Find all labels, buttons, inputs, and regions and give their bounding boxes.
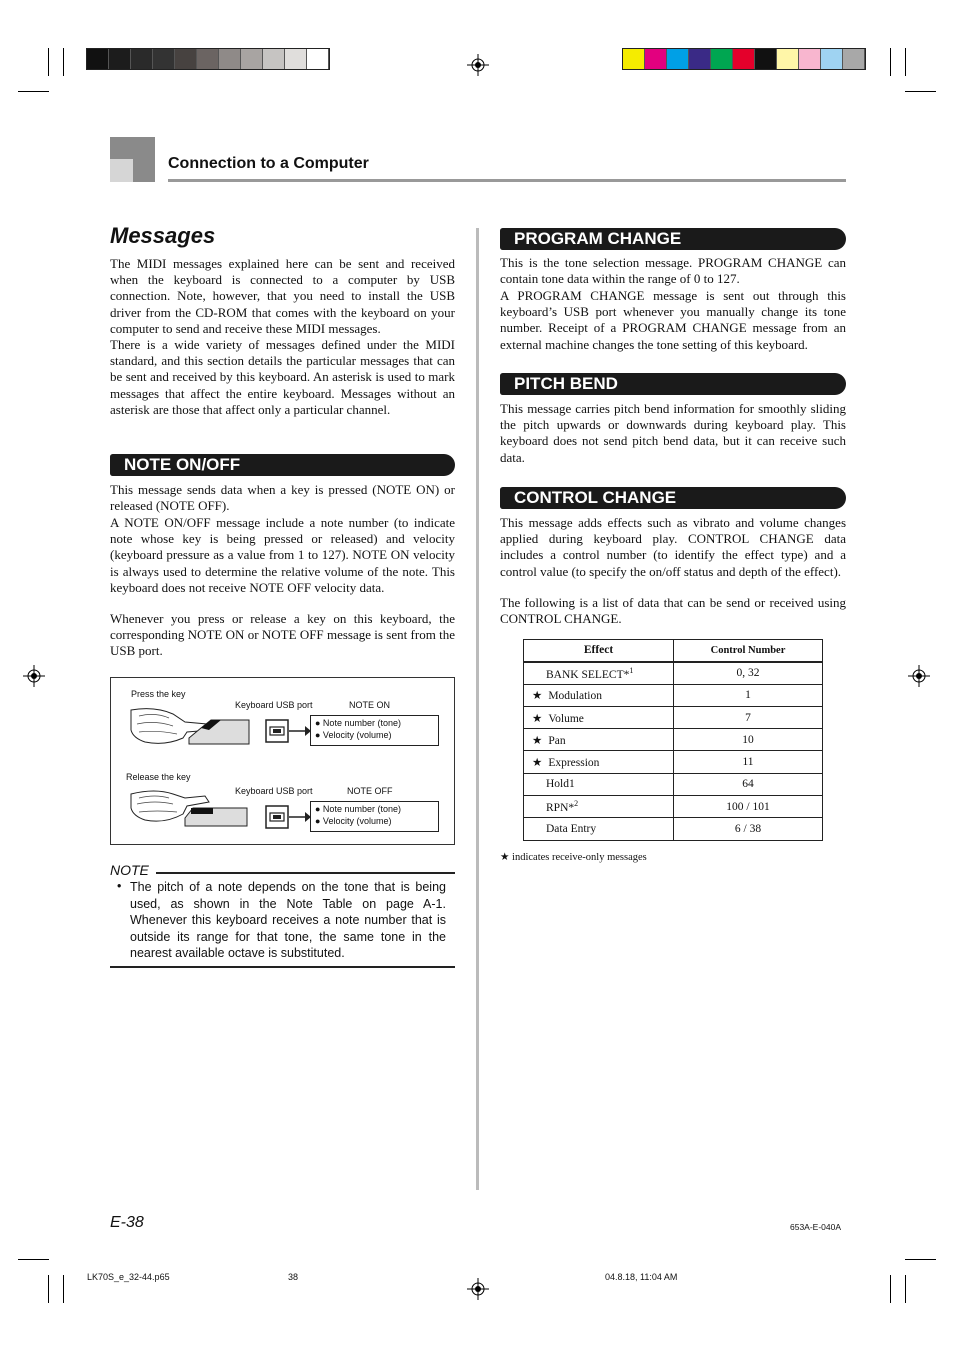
effect-cell: [524, 706, 674, 728]
footnote-marker: 2: [574, 799, 579, 809]
control-number-cell: 10: [674, 729, 823, 751]
release-key-label: Release the key: [126, 772, 191, 782]
intro-paragraph-2: There is a wide variety of messages defined under the MIDI standard, and this section details the particular messages that can be sent and received by this keyboard. An asterisk is used to mark messages that affect the entire keyboard. Messages without an asterisk are those that affect only a particular channel.: [110, 337, 455, 417]
note-onoff-paragraph-1: This message sends data when a key is pressed (NOTE ON) or released (NOTE OFF).: [110, 482, 455, 514]
color-swatch: [755, 49, 777, 69]
usb-port-icon: [265, 805, 289, 829]
column-divider: [476, 228, 479, 1190]
hand-pressing-key-icon: [125, 704, 251, 748]
color-swatch-bar: [622, 48, 866, 70]
control-number-cell: 100 / 101: [674, 796, 823, 818]
control-number-cell: 0, 32: [674, 662, 823, 684]
effect-cell: [524, 796, 674, 818]
color-swatch: [263, 49, 285, 69]
note-bullet: •: [117, 879, 122, 893]
registration-mark-icon: [908, 665, 930, 687]
note-on-item-note-number: ● Note number (tone): [315, 718, 401, 728]
effect-cell: [524, 729, 674, 751]
note-off-message-box: [310, 801, 439, 832]
table-row: [524, 684, 823, 706]
document-code: 653A-E-040A: [790, 1222, 842, 1232]
section-title: Connection to a Computer: [168, 155, 369, 172]
color-swatch: [667, 49, 689, 69]
color-swatch: [175, 49, 197, 69]
color-swatch: [197, 49, 219, 69]
footnote-marker: 1: [629, 665, 634, 675]
color-swatch: [131, 49, 153, 69]
note-onoff-heading: NOTE ON/OFF: [110, 454, 455, 476]
pitch-bend-heading: PITCH BEND: [500, 373, 846, 395]
color-swatch: [623, 49, 645, 69]
control-change-table: [523, 639, 823, 841]
effect-cell: [524, 684, 674, 706]
color-swatch: [711, 49, 733, 69]
program-change-paragraph-2: A PROGRAM CHANGE message is sent out through this keyboard’s USB port whenever you manually change its tone number. Receipt of a PROGRAM CHANGE message from an external machine changes the tone setting of this keyboard.: [500, 288, 846, 352]
registration-mark-icon: [467, 54, 489, 76]
note-off-label: NOTE OFF: [347, 786, 393, 796]
usb-port-label: Keyboard USB port: [235, 786, 313, 796]
color-swatch: [689, 49, 711, 69]
effect-label: Data Entry: [546, 823, 597, 836]
control-number-cell: 7: [674, 706, 823, 728]
color-swatch: [219, 49, 241, 69]
table-row: [524, 818, 823, 840]
crop-mark: [905, 1275, 906, 1303]
color-swatch: [285, 49, 307, 69]
control-number-cell: 1: [674, 684, 823, 706]
hand-releasing-key-icon: [125, 786, 251, 830]
note-text: The pitch of a note depends on the tone that is being used, as shown in the Note Table on page A-1. Whenever this keyboard receives a note number that is outside its range for that tone, the same tone in the nearest available octave is substituted.: [130, 880, 446, 960]
table-row: [524, 773, 823, 795]
arrow-right-icon: [289, 725, 311, 737]
effect-label: Expression: [548, 757, 600, 770]
color-swatch: [153, 49, 175, 69]
note-off-item-note-number: ● Note number (tone): [315, 804, 401, 814]
gray-swatch-bar: [86, 48, 330, 70]
color-swatch: [307, 49, 329, 69]
crop-mark: [48, 48, 49, 76]
crop-mark: [905, 48, 906, 76]
star-icon: ★: [532, 757, 543, 770]
color-swatch: [109, 49, 131, 69]
header-tab-block-inner: [110, 159, 133, 182]
page-number: E-38: [110, 1214, 144, 1231]
effect-label: RPN*: [546, 802, 575, 815]
effect-label: Pan: [548, 734, 566, 747]
crop-mark: [905, 1259, 936, 1260]
note-on-item-velocity: ● Velocity (volume): [315, 730, 392, 740]
control-number-cell: 11: [674, 751, 823, 773]
color-swatch: [821, 49, 843, 69]
table-row: [524, 706, 823, 728]
star-icon: ★: [532, 712, 543, 725]
note-on-label: NOTE ON: [349, 700, 391, 710]
crop-mark: [890, 48, 891, 76]
note-onoff-diagram: [110, 677, 455, 845]
crop-mark: [18, 1259, 49, 1260]
crop-mark: [48, 1275, 49, 1303]
table-row: [524, 729, 823, 751]
program-change-paragraph-1: This is the tone selection message. PROGRAM CHANGE can contain tone data within the range of 0 to 127.: [500, 255, 846, 287]
crop-mark: [18, 91, 49, 92]
color-swatch: [777, 49, 799, 69]
effect-label: Hold1: [546, 778, 575, 791]
column-header-effect: Effect: [524, 640, 674, 662]
print-timestamp: 04.8.18, 11:04 AM: [605, 1272, 678, 1282]
color-swatch: [843, 49, 865, 69]
effect-cell: [524, 751, 674, 773]
usb-port-label: Keyboard USB port: [235, 700, 313, 710]
star-icon: ★: [532, 690, 543, 703]
usb-port-icon: [265, 719, 289, 743]
color-swatch: [733, 49, 755, 69]
table-legend: ★ indicates receive-only messages: [500, 852, 647, 863]
header-rule: [168, 179, 846, 182]
crop-mark: [63, 1275, 64, 1303]
note-onoff-paragraph-2: A NOTE ON/OFF message include a note number (to indicate note whose key is being pressed or released) and velocity (keyboard pressure as a value from 1 to 127). NOTE ON velocity is always used to determine the relative volume of the note. This keyboard does not receive NOTE OFF velocity data.: [110, 515, 455, 595]
crop-mark: [63, 48, 64, 76]
effect-label: Volume: [548, 712, 584, 725]
control-number-cell: 6 / 38: [674, 818, 823, 840]
color-swatch: [645, 49, 667, 69]
note-off-item-velocity: ● Velocity (volume): [315, 816, 392, 826]
control-change-paragraph-2: The following is a list of data that can be send or received using CONTROL CHANGE.: [500, 595, 846, 627]
note-rule-top: [156, 872, 455, 874]
program-change-heading: PROGRAM CHANGE: [500, 228, 846, 250]
note-label: NOTE: [110, 862, 149, 878]
pitch-bend-paragraph: This message carries pitch bend information for smoothly sliding the pitch upwards or downwards during keyboard play. This keyboard does not send pitch bend data, but it can receive such data.: [500, 401, 846, 465]
file-name: LK70S_e_32-44.p65: [87, 1272, 170, 1282]
arrow-right-icon: [289, 811, 311, 823]
registration-mark-icon: [23, 665, 45, 687]
crop-mark: [890, 1275, 891, 1303]
note-onoff-paragraph-3: Whenever you press or release a key on this keyboard, the corresponding NOTE ON or NOTE OFF message is sent from the USB port.: [110, 611, 455, 659]
table-row: [524, 796, 823, 818]
table-row: [524, 751, 823, 773]
note-rule-bottom: [110, 966, 455, 968]
table-row: [524, 662, 823, 684]
registration-mark-icon: [467, 1278, 489, 1300]
control-change-heading: CONTROL CHANGE: [500, 487, 846, 509]
color-swatch: [87, 49, 109, 69]
column-header-control-number: Control Number: [674, 640, 823, 662]
table-header-row: [524, 640, 823, 662]
effect-cell: [524, 662, 674, 684]
star-icon: ★: [532, 734, 543, 747]
page-title: Messages: [110, 223, 216, 248]
print-page-number: 38: [288, 1272, 299, 1282]
note-on-message-box: [310, 715, 439, 746]
color-swatch: [241, 49, 263, 69]
control-number-cell: 64: [674, 773, 823, 795]
color-swatch: [799, 49, 821, 69]
effect-cell: [524, 818, 674, 840]
crop-mark: [905, 91, 936, 92]
intro-paragraph-1: The MIDI messages explained here can be sent and received when the keyboard is connected to a computer by USB connection. Note, however, that you need to install the USB driver from the CD-ROM that comes with the keyboard on your computer to send and receive these MIDI messages.: [110, 256, 455, 336]
effect-label: BANK SELECT*: [546, 668, 630, 681]
effect-cell: [524, 773, 674, 795]
control-change-paragraph-1: This message adds effects such as vibrato and volume changes applied during keyboard play. CONTROL CHANGE data includes a control number (to identify the effect type) and a control value (to specify the on/off status and depth of the effect).: [500, 515, 846, 579]
press-key-label: Press the key: [131, 689, 186, 699]
effect-label: Modulation: [548, 690, 602, 703]
